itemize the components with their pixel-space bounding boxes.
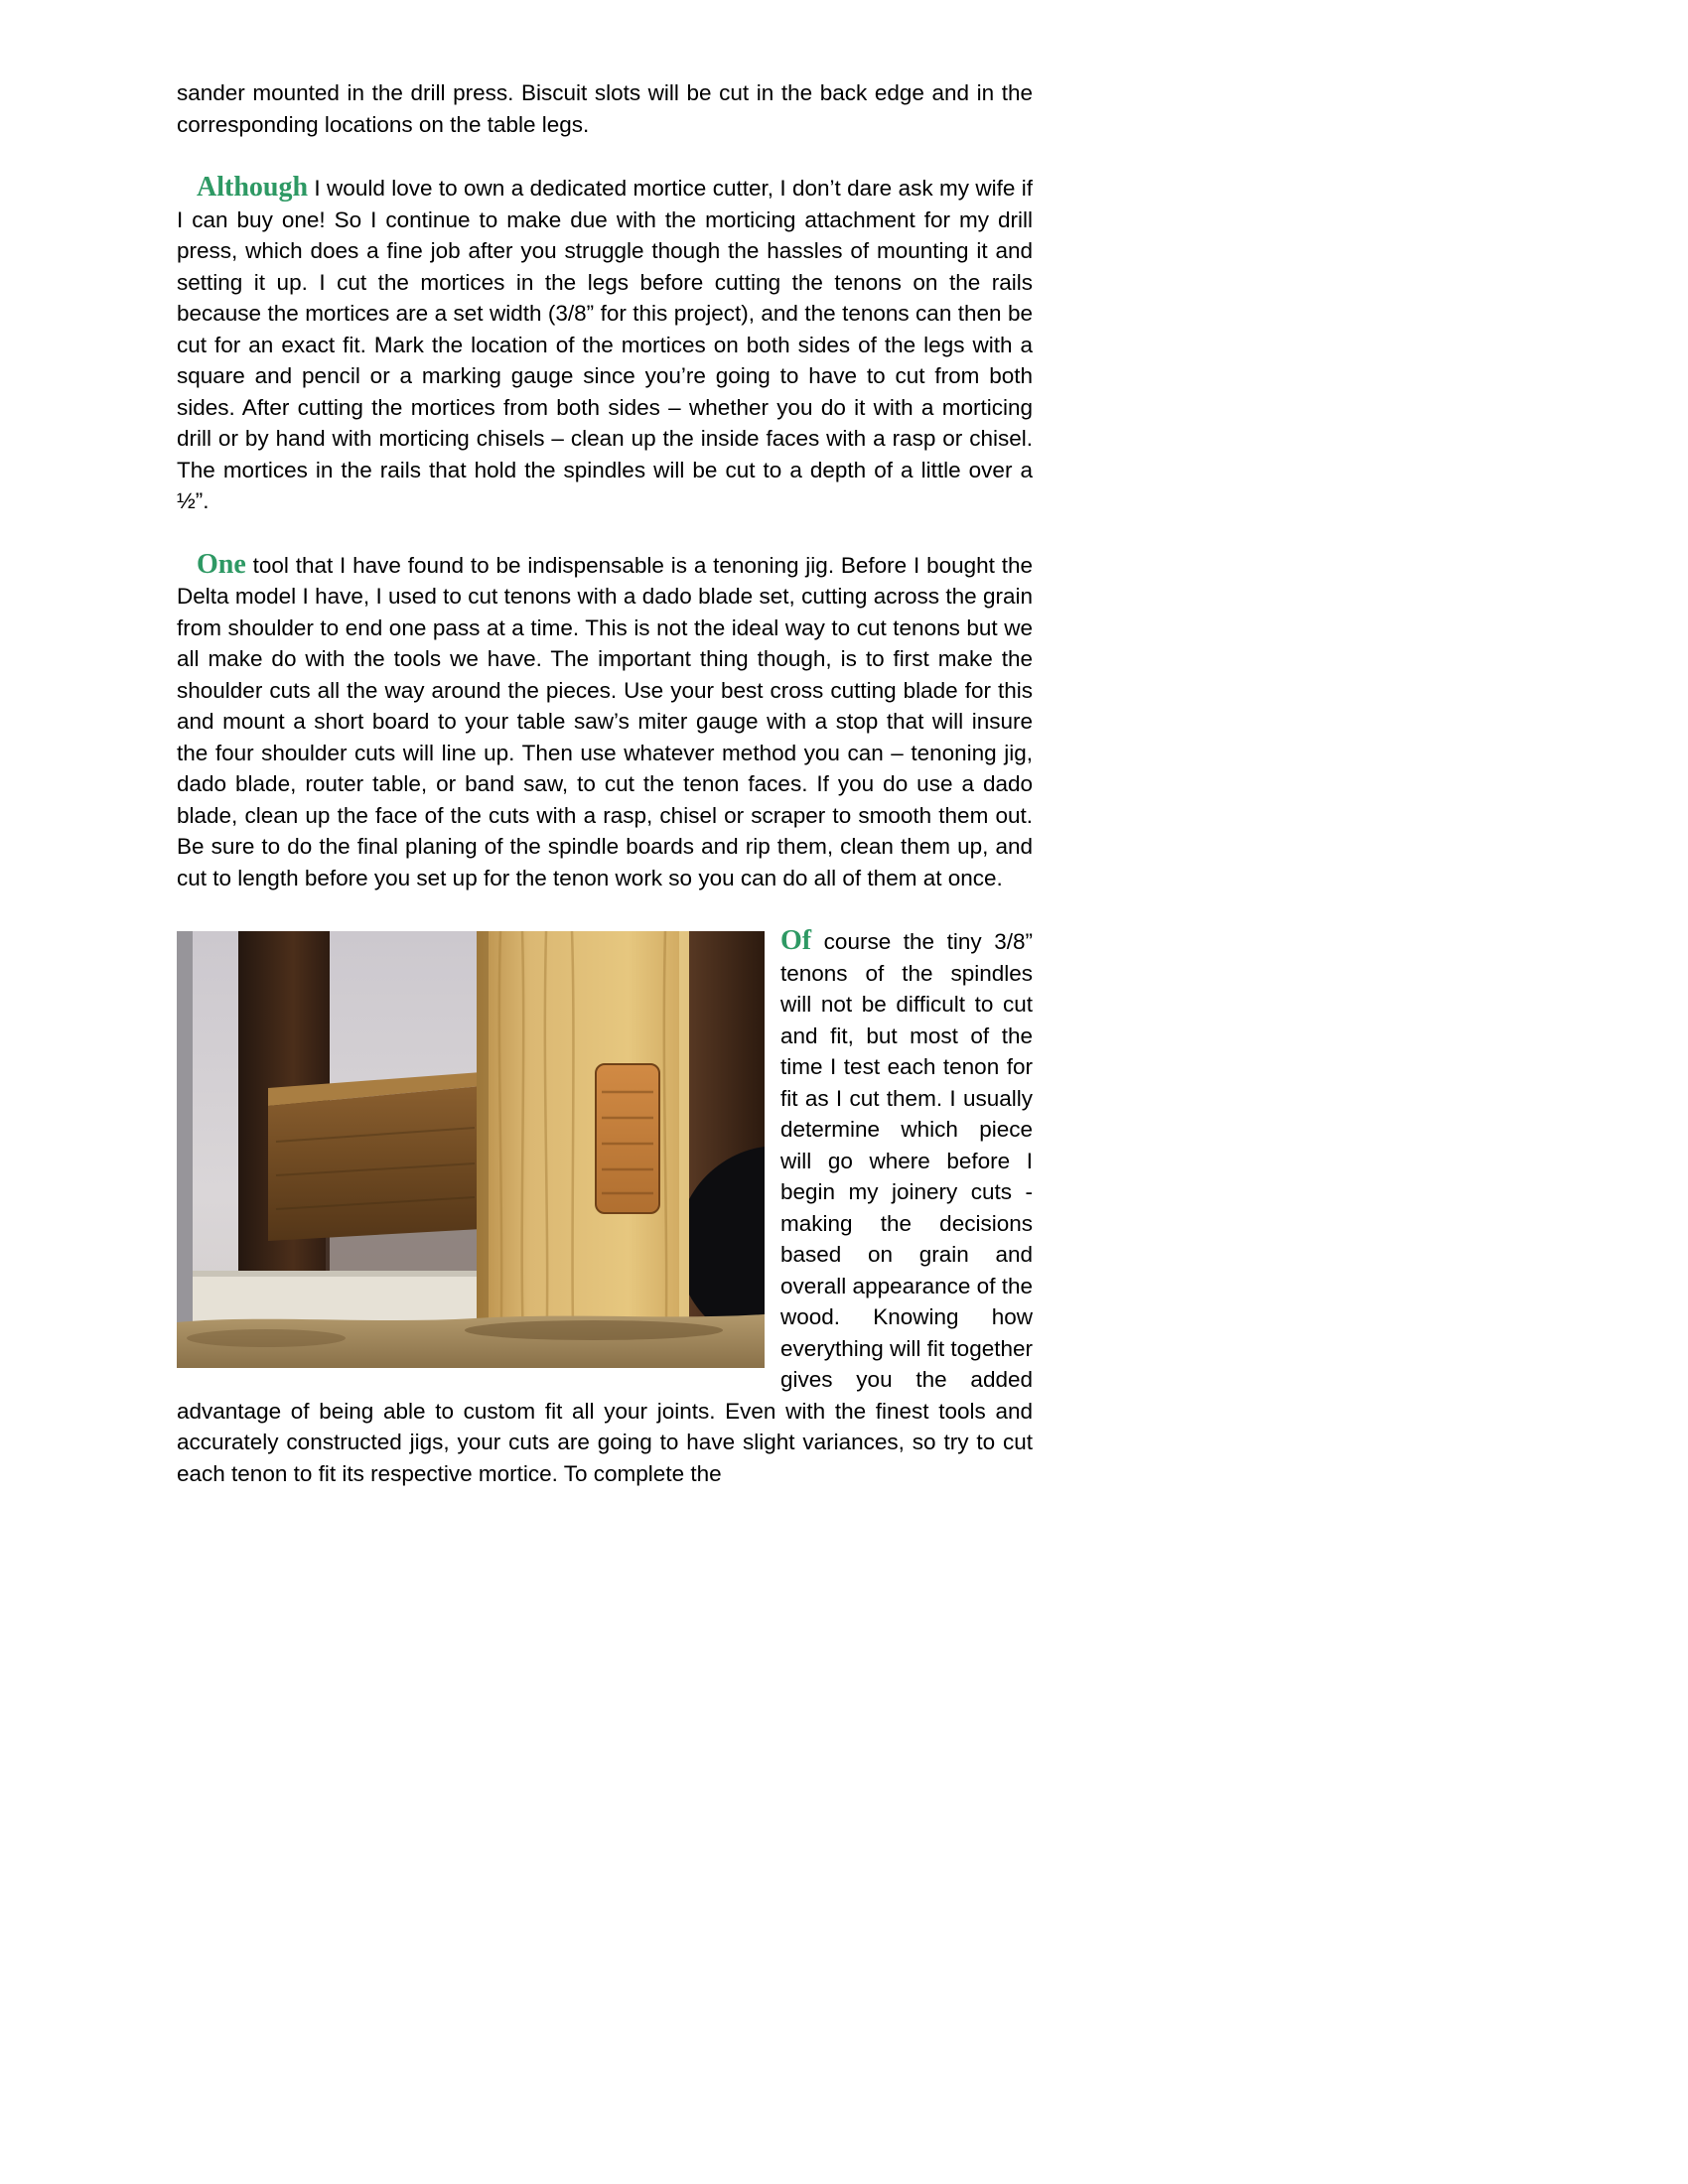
tenon <box>596 1064 659 1213</box>
text-column <box>177 77 1033 1489</box>
baseboard-top-edge <box>193 1271 485 1277</box>
paragraph-text: sander mounted in the drill press. Biscuit slots will be cut in the back edge and in the corresponding locations on the table legs. <box>177 80 1033 137</box>
leg-left-shade <box>477 931 489 1368</box>
carpet-shadow-left <box>187 1329 346 1347</box>
baseboard <box>193 1271 485 1326</box>
paragraph-one-tool <box>177 549 1033 894</box>
joint-photo-image <box>177 931 765 1368</box>
speaker-cabinet <box>677 931 765 1368</box>
photo-and-wrapped-text-section <box>177 925 1033 1489</box>
lead-word-although: Although <box>197 172 309 203</box>
paragraph-continued-from-previous-page <box>177 77 1033 140</box>
table-leg <box>477 931 693 1368</box>
paragraph-text: tool that I have found to be indispensable is a tenoning jig. Before I bought the Delta model I have, I used to cut tenons with a dado blade set, cutting across the grain from shoulder to end one pass at a time. This is not the ideal way to cut tenons but we all make do with the tools we have. The important thing though, is to first make the shoulder cuts all the way around the pieces. Use your best cross cutting blade for this and mount a short board to your table saw’s miter gauge with a stop that will insure the four shoulder cuts will line up. Then use whatever method you can – tenoning jig, dado blade, router table, or band saw, to cut the tenon faces. If you do use a dado blade, clean up the face of the cuts with a rasp, chisel or scraper to smooth them out. Be sure to do the final planing of the spindle boards and rip them, clean them up, and cut to length before you set up for the tenon work so you can do all of them at once. <box>177 552 1033 890</box>
paragraph-text: I would love to own a dedicated mortice cutter, I don’t dare ask my wife if I can buy one! So I continue to make due with the morticing attachment for my drill press, which does a fine job after you struggle though the hassles of mounting it and setting it up. I cut the mortices in the legs before cutting the tenons on the rails because the mortices are a set width (3/8” for this project), and the tenons can then be cut for an exact fit. Mark the location of the mortices on both sides of the legs with a square and pencil or a marking gauge since you’re going to have to cut from both sides. After cutting the mortices from both sides – whether you do it with a morticing drill or by hand with morticing chisels – clean up the inside faces with a rasp or chisel. The mortices in the rails that hold the spindles will be cut to a depth of a little over a ½”. <box>177 176 1033 513</box>
left-wall-gray-strip <box>177 931 193 1368</box>
lead-word-of: Of <box>780 925 812 956</box>
carpet-shadow-under-leg <box>465 1320 723 1340</box>
paragraph-although <box>177 172 1033 517</box>
lead-word-one: One <box>197 548 246 580</box>
mortise-tenon-photo <box>177 931 765 1368</box>
table-rail <box>268 1086 482 1241</box>
paragraph-text: course the tiny 3/8” tenons of the spindles will not be difficult to cut and fit, but most of the time I test each tenon for fit as I cut them. I usually determine which piece will go where before I begin my joinery cuts - making the decisions based on grain and overall appearance of the wood. Knowing how everything will fit together gives you the added advantage of being able to custom fit all your joints. Even with the finest tools and accurately constructed jigs, your cuts are going to have slight variances, so try to cut each tenon to fit its respective mortice. To complete the <box>177 929 1033 1486</box>
